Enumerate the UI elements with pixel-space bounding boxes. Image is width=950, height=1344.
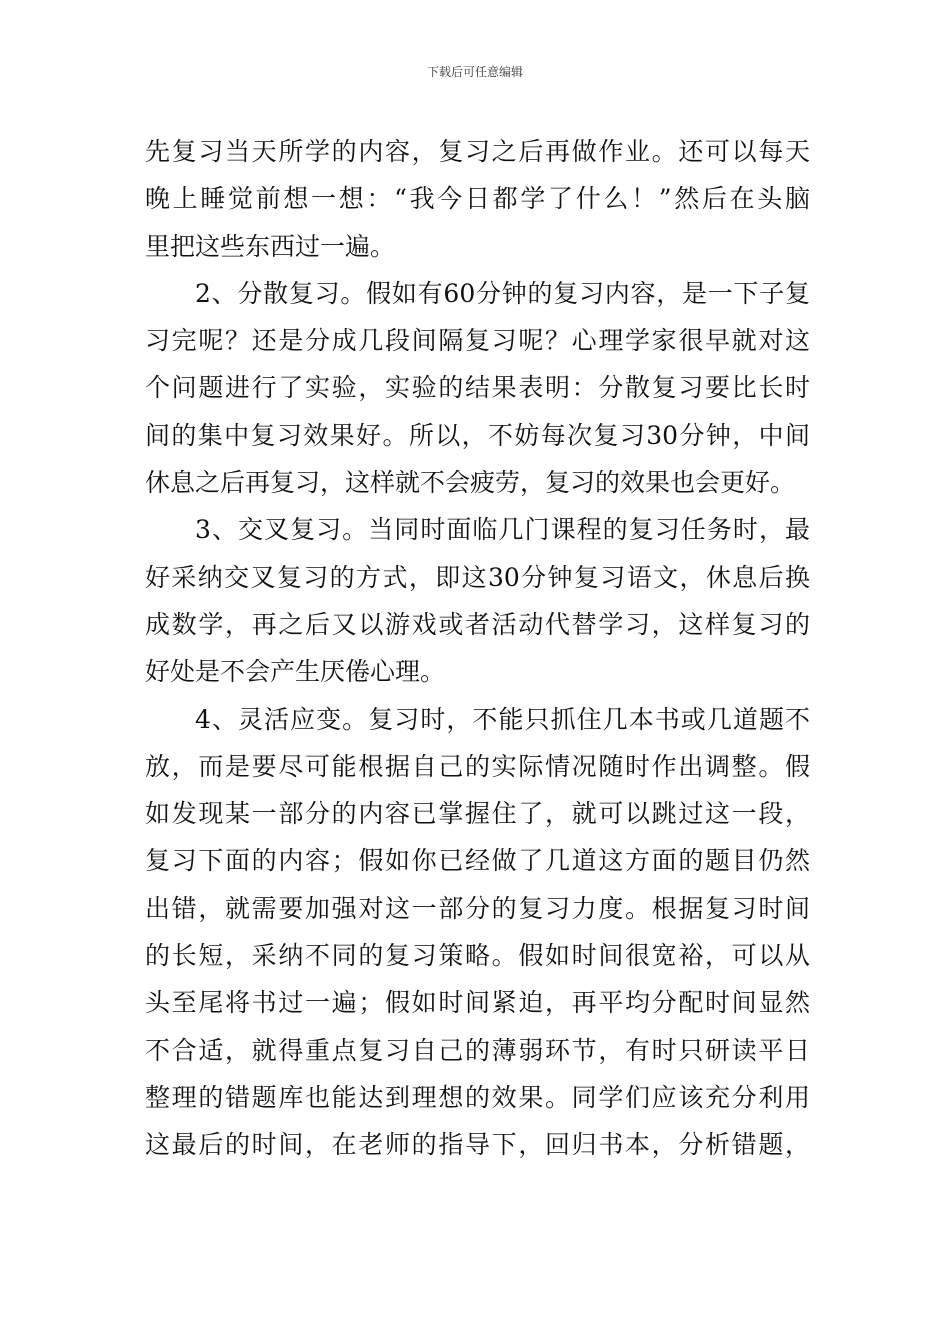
text-line: 里把这些东西过一遍。 (145, 231, 396, 261)
text-line: 好处是不会产生厌倦心理。 (145, 657, 446, 687)
text-line: 先复习当天所学的内容，复习之后再做作业。还可以每天 (145, 137, 810, 166)
body-text (145, 128, 810, 1169)
text-line: 放，而是要尽可能根据自己的实际情况随时作出调整。假 (145, 751, 810, 781)
text-line: 出错，就需要加强对这一部分的复习力度。根据复习时间 (145, 893, 810, 923)
text-line: 3、交叉复习。当同时面临几门课程的复习任务时，最 (195, 515, 810, 545)
text-line: 间的集中复习效果好。所以，不妨每次复习30分钟，中间 (145, 420, 810, 450)
text-line: 2、分散复习。假如有60分钟的复习内容，是一下子复 (195, 278, 810, 308)
text-line: 习完呢？还是分成几段间隔复习呢？心理学家很早就对这 (145, 326, 810, 356)
text-line: 4、灵活应变。复习时，不能只抓住几本书或几道题不 (195, 704, 810, 734)
text-line: 复习下面的内容；假如你已经做了几道这方面的题目仍然 (145, 846, 810, 876)
text-line: 整理的错题库也能达到理想的效果。同学们应该充分利用 (145, 1082, 810, 1112)
text-line: 这最后的时间，在老师的指导下，回归书本，分析错题， (145, 1130, 810, 1160)
text-line: 的长短，采纳不同的复习策略。假如时间很宽裕，可以从 (145, 941, 810, 971)
text-line: 如发现某一部分的内容已掌握住了，就可以跳过这一段， (145, 799, 810, 829)
text-line: 成数学，再之后又以游戏或者活动代替学习，这样复习的 (145, 609, 810, 639)
page-header: 下载后可任意编辑 (426, 65, 523, 79)
text-line: 晚上睡觉前想一想：“我今日都学了什么！”然后在头脑 (145, 184, 810, 214)
text-line: 个问题进行了实验，实验的结果表明：分散复习要比长时 (145, 373, 810, 403)
text-line: 头至尾将书过一遍；假如时间紧迫，再平均分配时间显然 (145, 988, 810, 1018)
text-line: 不合适，就得重点复习自己的薄弱环节，有时只研读平日 (145, 1035, 810, 1065)
text-line: 休息之后再复习，这样就不会疲劳，复习的效果也会更好。 (145, 468, 796, 498)
text-line: 好采纳交叉复习的方式，即这30分钟复习语文，休息后换 (145, 562, 810, 592)
